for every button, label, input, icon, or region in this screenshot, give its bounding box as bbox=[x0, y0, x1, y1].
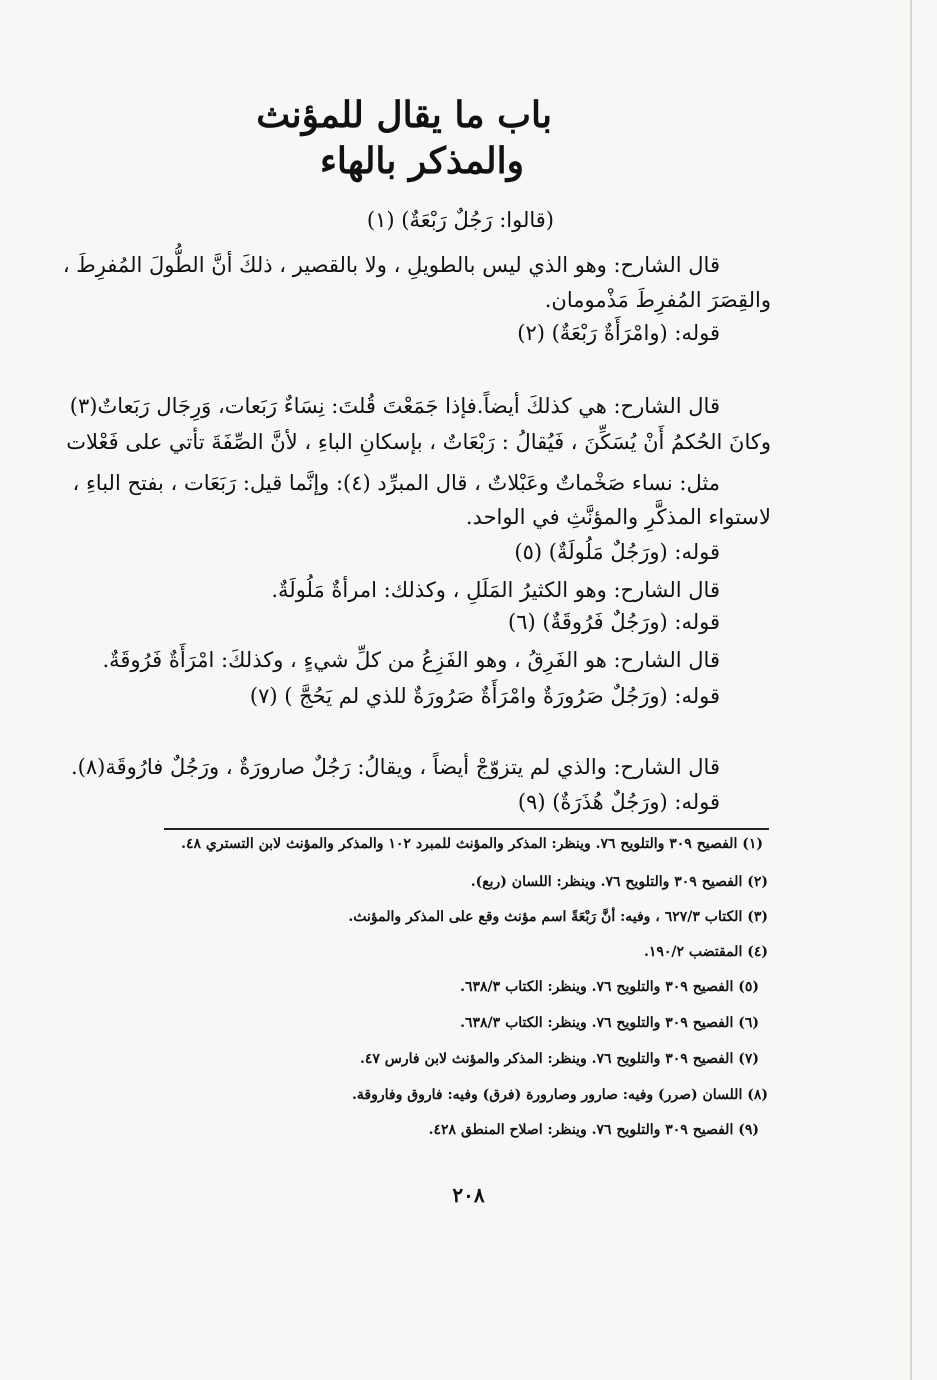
body-line: لاستواء المذكَّرِ والمؤنَّثِ في الواحد. bbox=[465, 505, 771, 529]
body-line: قال الشارح: هو الفَرِقُ ، وهو الفَزِعُ من كلِّ شيءٍ ، وكذلكَ: امْرَأَةٌ فَرُوقَةٌ. bbox=[102, 648, 720, 672]
footnote: (٢) الفصيح ٣٠٩ والتلويح ٧٦. وينظر: اللسان (ربع). bbox=[470, 874, 768, 890]
body-line: قوله: (ورَجُلٌ صَرُورَةٌ وامْرَأَةٌ صَرُورَةٌ للذي لم يَحُجَّ ) (٧) bbox=[249, 684, 720, 708]
body-line: قوله: (وامْرَأَةٌ رَبْعَةٌ) (٢) bbox=[517, 321, 720, 345]
body-line: قال الشارح: والذي لم يتزوّجْ أيضاً ، ويقالُ: رَجُلٌ صارورَةٌ ، ورَجُلٌ فارُوقَة(٨). bbox=[70, 755, 720, 779]
body-line: قوله: (ورَجُلٌ مَلُولَةٌ) (٥) bbox=[514, 540, 720, 564]
body-line: والقِصَرَ المُفرِطَ مَذْمومان. bbox=[544, 288, 771, 312]
footnote: (٧) الفصيح ٣٠٩ والتلويح ٧٦. وينظر: المذكر والمؤنث لابن فارس ٤٧. bbox=[359, 1051, 759, 1067]
body-line: قال الشارح: وهو الكثيرُ المَلَلِ ، وكذلك: امرأةٌ مَلُولَةٌ. bbox=[271, 578, 720, 602]
footnote: (٤) المقتضب ١٩٠/٢. bbox=[643, 944, 768, 960]
body-line: قال الشارح: هي كذلكَ أيضاً.فإذا جَمَعْتَ قُلتَ: نِسَاءٌ رَبَعات، وَرِجَال رَبَعاتٌ(٣) bbox=[69, 394, 720, 418]
body-line: قوله: (ورَجُلٌ هُذَرَةٌ) (٩) bbox=[517, 790, 720, 814]
footnote: (٨) اللسان (صرر) وفيه: صارور وصارورة (فرق) وفيه: فاروق وفاروقة. bbox=[352, 1087, 768, 1103]
footnote-separator bbox=[164, 828, 769, 830]
body-line: قوله: (ورَجُلٌ فَرُوقَةٌ) (٦) bbox=[508, 610, 720, 634]
body-line: مثل: نساء صَخْماتٌ وعَبْلاتٌ ، قال المبرِّد (٤): وإنَّما قيل: رَبَعَات ، بفتح الباءِ ، bbox=[72, 471, 720, 495]
footnote: (٣) الكتاب ٦٢٧/٣ ، وفيه: أنَّ رَبْعَةً اسم مؤنث وقع على المذكر والمؤنث. bbox=[348, 909, 768, 925]
page-number: ٢٠٨ bbox=[452, 1183, 485, 1207]
chapter-title bbox=[256, 92, 552, 184]
body-line: قال الشارح: وهو الذي ليس بالطويلِ ، ولا بالقصير ، ذلكَ أنَّ الطُّولَ المُفرِطَ ، bbox=[62, 253, 720, 277]
body-line: (قالوا: رَجُلٌ رَبْعَةٌ) (١) bbox=[366, 208, 554, 232]
footnote: (١) الفصيح ٣٠٩ والتلويح ٧٦. وينظر: المذكر والمؤنث للمبرد ١٠٢ والمذكر والمؤنث لابن التستري ٤٨. bbox=[181, 836, 763, 852]
footnote: (٦) الفصيح ٣٠٩ والتلويح ٧٦. وينظر: الكتاب ٦٣٨/٣. bbox=[460, 1015, 759, 1031]
chapter-title-line-2: والمذكر بالهاء bbox=[319, 140, 524, 182]
footnote: (٩) الفصيح ٣٠٩ والتلويح ٧٦. وينظر: اصلاح المنطق ٤٢٨. bbox=[428, 1122, 759, 1138]
footnote: (٥) الفصيح ٣٠٩ والتلويح ٧٦. وينظر: الكتاب ٦٣٨/٣. bbox=[460, 979, 759, 995]
chapter-title-line-1: باب ما يقال للمؤنث bbox=[256, 94, 552, 136]
body-line: وكانَ الحُكمُ أَنْ يُسَكِّنَ ، فَيُقالُ : رَبْعَاتٌ ، بإسكانِ الباءِ ، لأنَّ الصِّفَةَ تأتي على فَعْلات bbox=[66, 430, 771, 454]
